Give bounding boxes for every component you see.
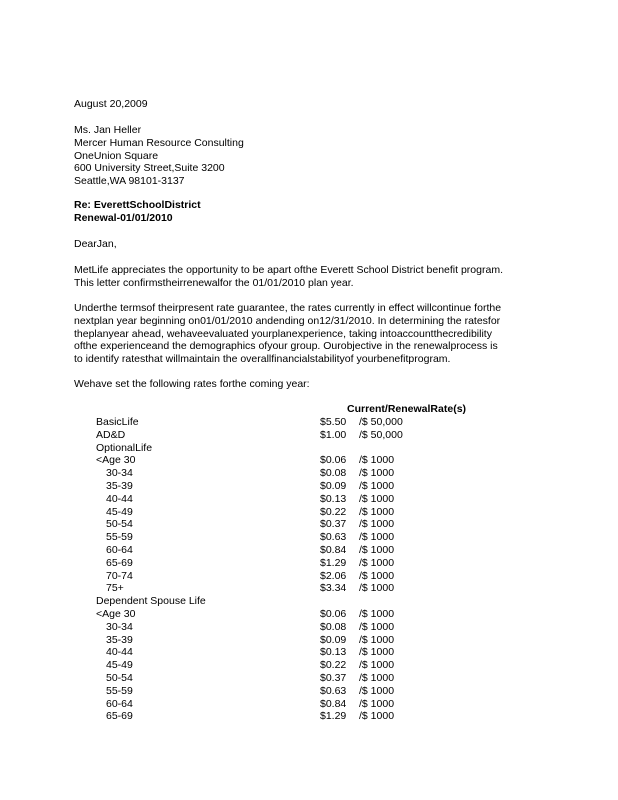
rate-unit: /$ 1000 — [359, 479, 395, 492]
rate-row — [0, 493, 618, 506]
rates-table-header: Current/RenewalRate(s) — [347, 403, 467, 415]
address-line: Seattle,WA 98101-3137 — [74, 175, 185, 188]
rate-unit: /$ 1000 — [359, 454, 395, 467]
rate-amount: $0.06 — [320, 607, 347, 620]
rate-unit: /$ 1000 — [359, 531, 395, 544]
rate-label: 75+ — [106, 582, 124, 595]
paragraph-line: ofthe experienceand the demographics ofyour group. Ourobjective in the renewalprocess is — [74, 340, 498, 353]
letter-date: August 20,2009 — [74, 98, 148, 110]
rate-row — [0, 557, 618, 570]
rate-unit: /$ 1000 — [359, 543, 395, 556]
rate-unit: /$ 1000 — [359, 569, 395, 582]
rate-unit: /$ 50,000 — [359, 416, 403, 428]
rate-label: 30-34 — [106, 620, 133, 633]
rate-label: <Age 30 — [96, 607, 136, 620]
rate-amount: $0.22 — [320, 659, 347, 672]
paragraph-line: to identify ratesthat willmaintain the overallfinancialstabilityof yourbenefitprogram. — [74, 353, 451, 366]
rate-row — [0, 544, 618, 557]
salutation: DearJan, — [74, 238, 117, 250]
rate-label: 35-39 — [106, 633, 133, 646]
rate-label: 35-39 — [106, 479, 133, 492]
rates-table — [0, 416, 618, 723]
rate-label: 70-74 — [106, 569, 133, 582]
rate-label: AD&D — [96, 428, 126, 441]
address-line: OneUnion Square — [74, 149, 159, 162]
rate-row — [0, 416, 618, 429]
rate-unit: /$ 50,000 — [359, 428, 403, 441]
recipient-address — [74, 124, 244, 188]
rate-label: Dependent Spouse Life — [96, 595, 206, 608]
rate-label: 60-64 — [106, 697, 133, 710]
rate-row — [0, 659, 618, 672]
rate-unit: /$ 1000 — [359, 518, 395, 531]
paragraph-line: This letter confirmstheirrenewalfor the 01/01/2010 plan year. — [74, 276, 354, 289]
rate-amount: $0.08 — [320, 467, 347, 480]
rate-amount: $0.08 — [320, 620, 347, 633]
subject-renewal: Renewal-01/01/2010 — [74, 211, 173, 224]
rate-unit: /$ 1000 — [359, 633, 395, 646]
rate-unit: /$ 1000 — [359, 556, 395, 569]
rate-row — [0, 595, 618, 608]
rate-unit: /$ 1000 — [359, 659, 395, 672]
rate-row — [0, 480, 618, 493]
rate-unit: /$ 1000 — [359, 671, 395, 684]
rate-row — [0, 518, 618, 531]
rate-row — [0, 634, 618, 647]
rate-unit: /$ 1000 — [359, 607, 395, 620]
rate-amount: $0.37 — [320, 671, 347, 684]
rate-label: 40-44 — [106, 646, 133, 659]
rate-label: BasicLife — [96, 416, 139, 428]
rate-unit: /$ 1000 — [359, 684, 395, 697]
rate-amount: $5.50 — [320, 416, 347, 428]
address-line: Mercer Human Resource Consulting — [74, 136, 244, 149]
rate-label: OptionalLife — [96, 441, 153, 454]
rate-amount: $0.63 — [320, 684, 347, 697]
rate-unit: /$ 1000 — [359, 467, 395, 480]
rate-label: 50-54 — [106, 671, 133, 684]
rate-amount: $2.06 — [320, 569, 347, 582]
rate-label: 45-49 — [106, 505, 133, 518]
rate-amount: $0.84 — [320, 543, 347, 556]
rate-amount: $1.29 — [320, 710, 347, 723]
rate-unit: /$ 1000 — [359, 710, 395, 723]
rate-label: 60-64 — [106, 543, 133, 556]
rate-amount: $3.34 — [320, 582, 347, 595]
rate-label: 65-69 — [106, 556, 133, 569]
rate-unit: /$ 1000 — [359, 646, 395, 659]
rate-label: <Age 30 — [96, 454, 136, 467]
rate-row — [0, 698, 618, 711]
rate-amount: $0.84 — [320, 697, 347, 710]
paragraph-line: theplanyear ahead, wehaveevaluated yourplanexperience, taking intoaccountthecredibility — [74, 327, 492, 340]
rate-row — [0, 429, 618, 442]
rate-amount: $0.63 — [320, 531, 347, 544]
rate-unit: /$ 1000 — [359, 697, 395, 710]
rate-label: 40-44 — [106, 492, 133, 505]
rate-amount: $1.00 — [320, 428, 347, 441]
rate-row — [0, 710, 618, 723]
rate-label: 55-59 — [106, 531, 133, 544]
rate-row — [0, 646, 618, 659]
rate-row — [0, 467, 618, 480]
rate-unit: /$ 1000 — [359, 582, 395, 595]
subject-line — [74, 199, 201, 225]
rate-unit: /$ 1000 — [359, 505, 395, 518]
rate-label: 65-69 — [106, 710, 133, 723]
paragraph-line: nextplan year beginning on01/01/2010 andending on12/31/2010. In determining the ratesfor — [74, 314, 501, 327]
rate-amount: $0.13 — [320, 492, 347, 505]
rate-amount: $1.29 — [320, 556, 347, 569]
rate-row — [0, 531, 618, 544]
paragraph-rates-intro: Wehave set the following rates forthe coming year: — [74, 378, 310, 390]
rate-label: 30-34 — [106, 467, 133, 480]
rate-unit: /$ 1000 — [359, 620, 395, 633]
rate-row — [0, 672, 618, 685]
paragraph-line: Underthe termsof theirpresent rate guarantee, the rates currently in effect willcontinue forthe — [74, 302, 502, 314]
rate-amount: $0.09 — [320, 479, 347, 492]
address-line: 600 University Street,Suite 3200 — [74, 162, 225, 175]
rate-label: 55-59 — [106, 684, 133, 697]
rate-label: 45-49 — [106, 659, 133, 672]
paragraph-line: MetLife appreciates the opportunity to be apart ofthe Everett School District benefit program. — [74, 264, 503, 276]
rate-amount: $0.09 — [320, 633, 347, 646]
rate-row — [0, 608, 618, 621]
subject-re: Re: EverettSchoolDistrict — [74, 199, 201, 211]
rate-row — [0, 506, 618, 519]
rate-row — [0, 442, 618, 455]
rate-amount: $0.37 — [320, 518, 347, 531]
paragraph-terms — [74, 302, 544, 366]
rate-row — [0, 570, 618, 583]
rate-row — [0, 582, 618, 595]
rate-row — [0, 621, 618, 634]
paragraph-intro — [74, 264, 544, 290]
rate-row — [0, 685, 618, 698]
rate-row — [0, 454, 618, 467]
rate-amount: $0.13 — [320, 646, 347, 659]
address-line: Ms. Jan Heller — [74, 124, 142, 136]
rate-amount: $0.22 — [320, 505, 347, 518]
rate-amount: $0.06 — [320, 454, 347, 467]
rate-label: 50-54 — [106, 518, 133, 531]
rate-unit: /$ 1000 — [359, 492, 395, 505]
